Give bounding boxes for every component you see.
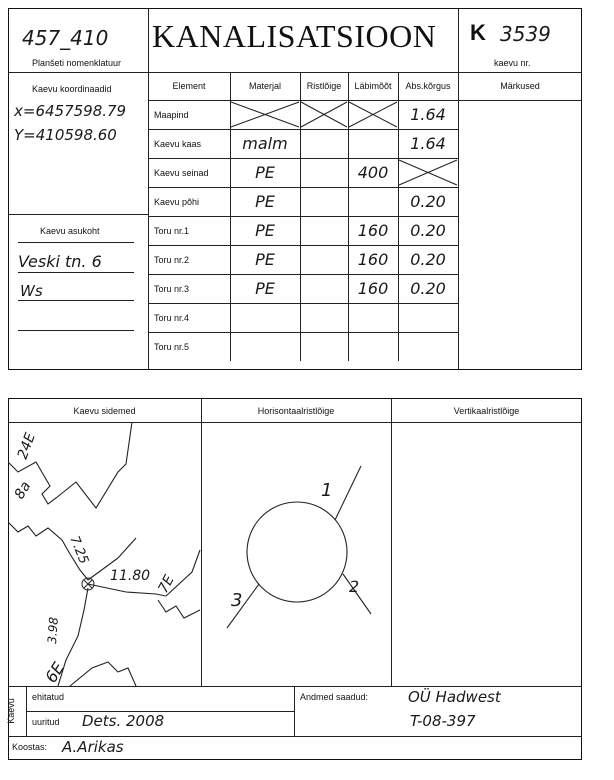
data-from-line2: T-08-397: [410, 712, 476, 730]
table-cell-diameter: 400: [357, 163, 389, 182]
sheet-label: Planšeti nomenklatuur: [32, 58, 122, 68]
pipe-1: [335, 466, 361, 520]
tie-398: 3.98: [45, 616, 61, 645]
table-cell-material: PE: [255, 250, 275, 269]
table-row-line: [148, 216, 458, 217]
well-label: kaevu nr.: [494, 58, 531, 68]
coordinate-y: Y=410598.60: [14, 126, 117, 144]
tie-24e: 24E: [14, 430, 39, 462]
divider: [294, 686, 295, 736]
location-line: [18, 330, 134, 331]
location-line: [18, 242, 134, 243]
table-cell-material: malm: [242, 134, 288, 153]
table-cell-height: 0.20: [410, 221, 446, 240]
coordinate-x: x=6457598.79: [14, 102, 127, 120]
table-row-element: Toru nr.1: [154, 226, 190, 236]
panel-vertical-title: Vertikaalristlõige: [453, 406, 520, 416]
well-prefix: K: [470, 20, 486, 45]
col-element: Element: [172, 81, 206, 91]
table-cell-material: PE: [255, 221, 275, 240]
col-section: Ristlõige: [306, 81, 342, 91]
tie-1180: 11.80: [110, 568, 151, 584]
building-outline: [70, 662, 136, 686]
table-cell-height: 0.20: [410, 250, 446, 269]
tie-7e: 7E: [155, 572, 178, 596]
table-cell-diameter: 160: [357, 221, 389, 240]
crossed-cell: [300, 100, 348, 129]
pipe-label-1: 1: [321, 480, 333, 501]
tie-725: 7.25: [66, 533, 92, 567]
location-line: [18, 300, 134, 301]
divider: [8, 736, 582, 737]
page-title: KANALISATSIOON: [152, 18, 437, 54]
col-material: Materjal: [248, 81, 281, 91]
building-outline: [158, 600, 200, 618]
table-row-line: [148, 129, 458, 130]
col-height: Abs.kõrgus: [405, 81, 451, 91]
table-row-element: Toru nr.4: [154, 313, 190, 323]
divider: [148, 8, 149, 370]
divider: [391, 398, 392, 686]
divider: [8, 686, 582, 687]
table-row-element: Kaevu põhi: [154, 197, 200, 207]
coordinates-label: Kaevu koordinaadid: [32, 84, 112, 94]
divider: [8, 72, 582, 73]
table-row-line: [148, 187, 458, 188]
col-notes: Märkused: [500, 81, 540, 91]
table-row-element: Kaevu kaas: [154, 139, 202, 149]
pipe-route: [88, 584, 166, 596]
table-row-line: [148, 245, 458, 246]
data-from-line1: OÜ Hadwest: [408, 688, 501, 706]
compiled-value: A.Arikas: [62, 738, 124, 756]
col-diameter: Läbimõõt: [354, 81, 392, 91]
tie-6e: 6E: [41, 658, 69, 686]
surveyed-value: Dets. 2008: [82, 712, 165, 730]
table-cell-height: 0.20: [410, 192, 446, 211]
table-row-element: Toru nr.5: [154, 342, 190, 352]
sheet-number: 457_410: [22, 26, 109, 50]
table-cell-diameter: 160: [357, 250, 389, 269]
kaevu-side-label: Kaevu: [5, 698, 16, 724]
well-circle: [247, 502, 347, 602]
table-cell-material: PE: [255, 279, 275, 298]
divider: [8, 214, 148, 215]
pipe-label-3: 3: [231, 590, 243, 611]
table-row-line: [148, 303, 458, 304]
built-label: ehitatud: [32, 692, 65, 702]
table-row-element: Toru nr.3: [154, 284, 190, 294]
crossed-cell: [230, 100, 300, 129]
location-label: Kaevu asukoht: [40, 226, 100, 236]
data-from-label: Andmed saadud:: [300, 692, 369, 702]
tie-8a: 8a: [11, 478, 35, 502]
table-row-line: [148, 274, 458, 275]
table-cell-material: PE: [255, 163, 275, 182]
compiled-label: Koostas:: [12, 742, 48, 752]
well-number: 3539: [500, 22, 551, 46]
location-line: [18, 272, 134, 273]
table-cell-material: PE: [255, 192, 275, 211]
table-cell-height: 0.20: [410, 279, 446, 298]
panel-horizontal-title: Horisontaalristlõige: [257, 406, 335, 416]
divider: [458, 8, 459, 370]
table-row-element: Kaevu seinad: [154, 168, 209, 178]
crossed-cell: [398, 158, 458, 187]
ties-sketch: [8, 422, 201, 686]
location-line1: Veski tn. 6: [18, 252, 102, 271]
panel-ties-title: Kaevu sidemed: [73, 406, 136, 416]
table-cell-diameter: 160: [357, 279, 389, 298]
surveyed-label: uuritud: [32, 717, 60, 727]
table-cell-height: 1.64: [410, 105, 446, 124]
location-line2: Ws: [20, 282, 43, 300]
table-row-element: Toru nr.2: [154, 255, 190, 265]
crossed-cell: [348, 100, 398, 129]
horizontal-section-sketch: [201, 422, 391, 686]
table-cell-height: 1.64: [410, 134, 446, 153]
pipe-label-2: 2: [349, 577, 360, 596]
table-row-element: Maapind: [154, 110, 189, 120]
table-row-line: [148, 332, 458, 333]
